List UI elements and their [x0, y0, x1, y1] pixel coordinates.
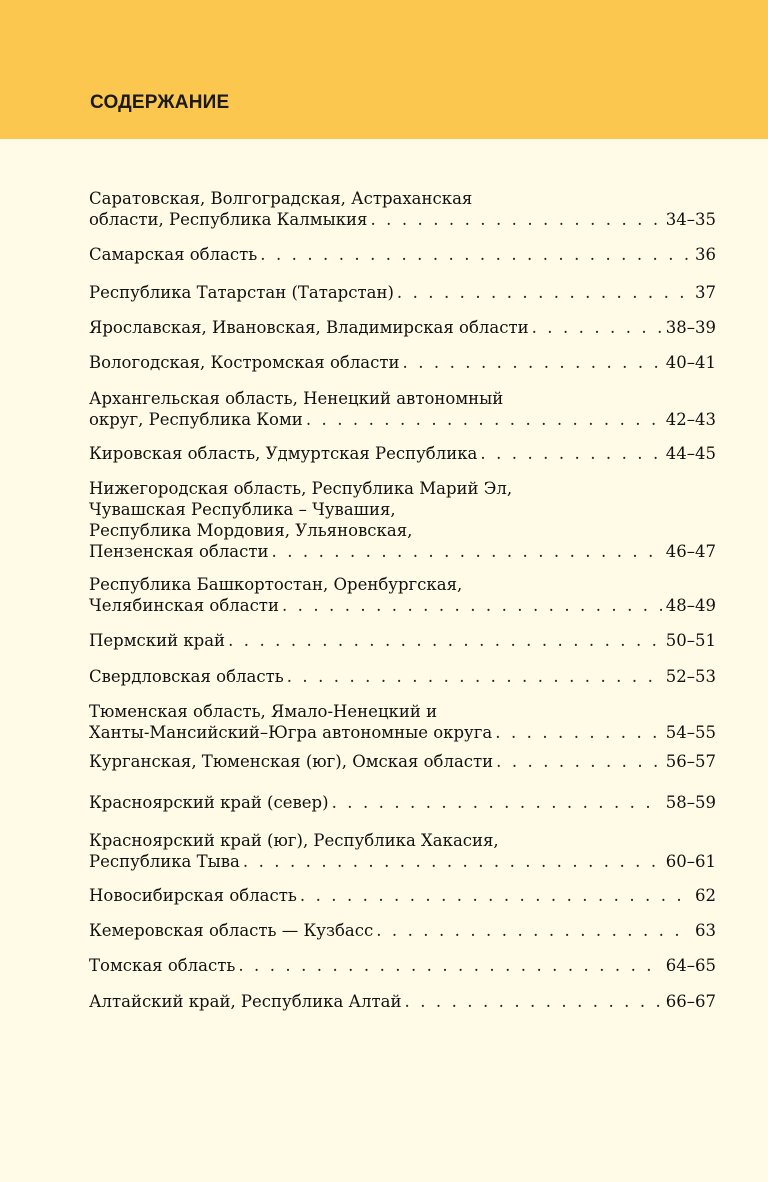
dot-leader: [272, 541, 662, 562]
toc-entry-text: Республика Мордовия, Ульяновская,: [89, 521, 413, 540]
dot-leader: [228, 630, 662, 651]
toc-entry-text: Кемеровская область — Кузбасс: [89, 921, 374, 940]
toc-entry: [89, 574, 716, 616]
toc-entry-text: Красноярский край (юг), Республика Хакасия,: [89, 831, 499, 850]
toc-entry: [89, 388, 716, 430]
toc-entry-text: области, Республика Калмыкия: [89, 210, 368, 229]
toc-entry: [89, 666, 716, 687]
toc-entry-text: Республика Тыва: [89, 852, 240, 871]
page-title: СОДЕРЖАНИЕ: [90, 92, 230, 113]
toc-page-number: 46–47: [665, 542, 716, 561]
dot-leader: [332, 792, 662, 813]
toc-entry-text: Ханты-Мансийский–Югра автономные округа: [89, 723, 493, 742]
toc-page-number: 48–49: [665, 596, 716, 615]
toc-entry-text: Пензенская области: [89, 542, 269, 561]
toc-entry-text: Чувашская Республика – Чувашия,: [89, 500, 396, 519]
dot-leader: [260, 244, 691, 265]
toc-entry-text: Республика Татарстан (Татарстан): [89, 283, 394, 302]
toc-entry: [89, 443, 716, 464]
toc-entry-text: Ярославская, Ивановская, Владимирская области: [89, 318, 529, 337]
toc-entry: [89, 920, 716, 941]
toc-entry-text: Красноярский край (север): [89, 793, 329, 812]
dot-leader: [480, 443, 661, 464]
toc-page-number: 38–39: [665, 318, 716, 337]
toc-page-number: 37: [695, 283, 716, 302]
dot-leader: [496, 751, 662, 772]
toc-entry: [89, 751, 716, 772]
toc-entry-text: Курганская, Тюменская (юг), Омская области: [89, 752, 494, 771]
toc-entry-text: Томская область: [89, 956, 236, 975]
toc-page-number: 44–45: [665, 444, 716, 463]
toc-entry-text: Нижегородская область, Республика Марий Эл,: [89, 479, 513, 498]
toc-entry: [89, 792, 716, 813]
toc-entry-text: Кировская область, Удмуртская Республика: [89, 444, 478, 463]
toc-entry: [89, 955, 716, 976]
toc-entry-text: Архангельская область, Ненецкий автономный: [89, 389, 504, 408]
toc-entry: [89, 830, 716, 872]
dot-leader: [403, 352, 662, 373]
dot-leader: [243, 851, 662, 872]
toc-entry-text: Тюменская область, Ямало-Ненецкий и: [89, 702, 438, 721]
toc-entry: [89, 630, 716, 651]
toc-entry: [89, 478, 716, 562]
toc-page-number: 56–57: [665, 752, 716, 771]
dot-leader: [306, 409, 662, 430]
toc-page-number: 40–41: [665, 353, 716, 372]
toc-entry-text: Новосибирская область: [89, 886, 297, 905]
toc-entry-text: Самарская область: [89, 245, 258, 264]
toc-page-number: 36: [695, 245, 716, 264]
toc-entry-text: Республика Башкортостан, Оренбургская,: [89, 575, 463, 594]
toc-page-number: 64–65: [665, 956, 716, 975]
toc-entry-text: округ, Республика Коми: [89, 410, 303, 429]
toc-page-number: 54–55: [665, 723, 716, 742]
toc-page-number: 34–35: [665, 210, 716, 229]
dot-leader: [238, 955, 661, 976]
dot-leader: [370, 209, 661, 230]
toc-entry: [89, 317, 716, 338]
toc-entry-text: Пермский край: [89, 631, 226, 650]
toc-entry-text: Челябинская области: [89, 596, 279, 615]
toc-entry: [89, 991, 716, 1012]
dot-leader: [495, 722, 661, 743]
dot-leader: [376, 920, 691, 941]
toc-entry: [89, 188, 716, 230]
toc-page-number: 58–59: [665, 793, 716, 812]
toc-entry: [89, 352, 716, 373]
toc-page-number: 50–51: [665, 631, 716, 650]
toc-page-number: 63: [695, 921, 716, 940]
dot-leader: [287, 666, 662, 687]
dot-leader: [532, 317, 662, 338]
toc-page-number: 60–61: [665, 852, 716, 871]
dot-leader: [397, 282, 691, 303]
dot-leader: [405, 991, 662, 1012]
toc-entry-text: Саратовская, Волгоградская, Астраханская: [89, 189, 473, 208]
toc-page-number: 42–43: [665, 410, 716, 429]
toc-page-number: 52–53: [665, 667, 716, 686]
toc-entry: [89, 885, 716, 906]
header-band: [0, 0, 768, 139]
dot-leader: [282, 595, 662, 616]
toc-entry-text: Свердловская область: [89, 667, 284, 686]
dot-leader: [300, 885, 691, 906]
toc-entry: [89, 282, 716, 303]
toc-entry-text: Вологодская, Костромская области: [89, 353, 400, 372]
toc-entry: [89, 701, 716, 743]
toc-page-number: 66–67: [665, 992, 716, 1011]
toc-entry: [89, 244, 716, 265]
toc-page-number: 62: [695, 886, 716, 905]
toc-entry-text: Алтайский край, Республика Алтай: [89, 992, 402, 1011]
